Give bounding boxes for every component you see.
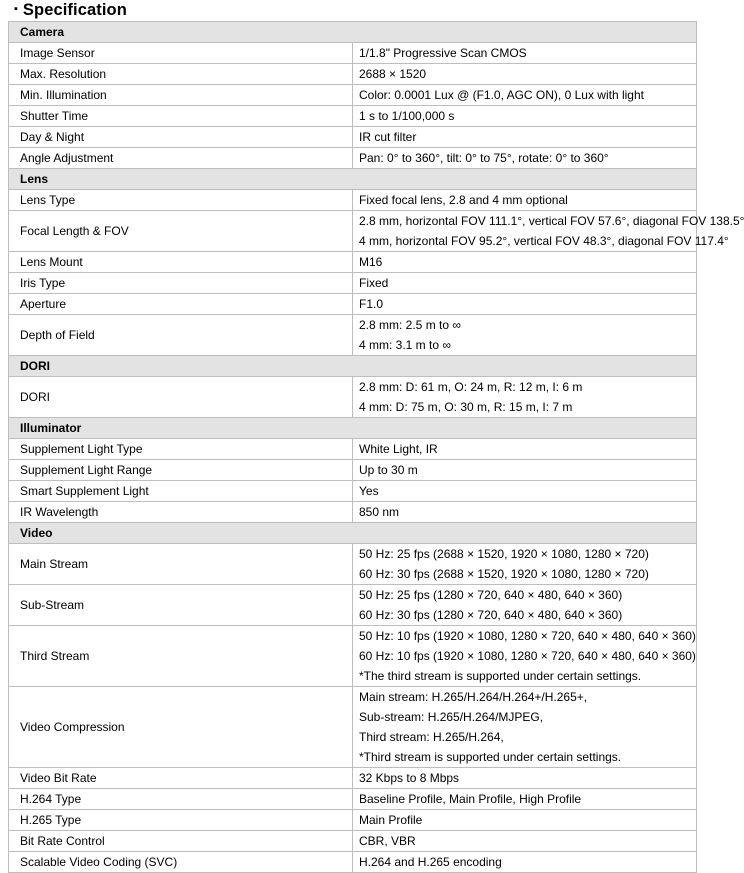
table-row [9,294,697,315]
spec-label: Third Stream [9,626,353,687]
table-row [9,43,697,64]
section-title: Camera [9,22,697,43]
heading-bullet: ▪ [14,3,18,15]
spec-value [353,43,697,64]
spec-value-line: 50 Hz: 25 fps (1280 × 720, 640 × 480, 640 × 360) [359,588,623,602]
table-row [9,106,697,127]
table-row [9,315,697,356]
spec-value-line: 2.8 mm: D: 61 m, O: 24 m, R: 12 m, I: 6 m [359,380,583,394]
spec-label: Lens Mount [9,252,353,273]
spec-value-line: Baseline Profile, Main Profile, High Profile [359,792,582,806]
spec-value [353,789,697,810]
spec-label: Day & Night [9,127,353,148]
spec-value [353,460,697,481]
spec-value-line: 50 Hz: 10 fps (1920 × 1080, 1280 × 720, 640 × 480, 640 × 360) [359,629,696,643]
spec-value [353,481,697,502]
section-title: Video [9,523,697,544]
spec-label: Video Compression [9,687,353,768]
table-row [9,687,697,768]
spec-value-line: 60 Hz: 30 fps (2688 × 1520, 1920 × 1080, 1280 × 720) [359,567,649,581]
spec-label: Smart Supplement Light [9,481,353,502]
spec-value-line: 32 Kbps to 8 Mbps [359,771,460,785]
spec-table-body [9,22,744,873]
spec-value-line: 50 Hz: 25 fps (2688 × 1520, 1920 × 1080, 1280 × 720) [359,547,649,561]
table-row [9,831,697,852]
spec-value-line: Third stream: H.265/H.264, [359,730,504,744]
spec-value-line: *The third stream is supported under certain settings. [359,669,642,683]
table-row [9,273,697,294]
table-row [9,852,697,873]
spec-value-line: 2.8 mm: 2.5 m to ∞ [359,318,461,332]
spec-label: Scalable Video Coding (SVC) [9,852,353,873]
spec-value [353,273,697,294]
table-row [9,460,697,481]
spec-value-line: 2688 × 1520 [359,67,427,81]
spec-value [353,439,697,460]
table-row [9,810,697,831]
spec-value-line: 60 Hz: 10 fps (1920 × 1080, 1280 × 720, 640 × 480, 640 × 360) [359,649,696,663]
spec-value [353,852,697,873]
table-row [9,377,697,418]
spec-value [353,252,697,273]
table-row [9,626,697,687]
spec-value [353,502,697,523]
table-row [9,148,697,169]
spec-label: DORI [9,377,353,418]
table-row [9,211,697,252]
spec-value-line: F1.0 [359,297,384,311]
spec-value [353,211,744,252]
table-row [9,85,697,106]
spec-label: Max. Resolution [9,64,353,85]
spec-value [353,315,697,356]
spec-value-line: 60 Hz: 30 fps (1280 × 720, 640 × 480, 640 × 360) [359,608,623,622]
spec-heading [0,0,697,21]
spec-label: H.265 Type [9,810,353,831]
table-row [9,768,697,789]
spec-value [353,127,697,148]
spec-value-line: CBR, VBR [359,834,416,848]
spec-value-line: Fixed [359,276,389,290]
spec-value [353,831,697,852]
spec-value-line: H.264 and H.265 encoding [359,855,502,869]
table-row [9,481,697,502]
spec-value [353,148,697,169]
spec-label: Image Sensor [9,43,353,64]
spec-label: Aperture [9,294,353,315]
spec-value [353,687,697,768]
spec-value [353,294,697,315]
spec-value [353,810,697,831]
table-row [9,544,697,585]
spec-value-line: Main stream: H.265/H.264/H.264+/H.265+, [359,690,588,704]
spec-label: Min. Illumination [9,85,353,106]
spec-value-line: Sub-stream: H.265/H.264/MJPEG, [359,710,544,724]
table-row [9,64,697,85]
spec-value-line: 4 mm, horizontal FOV 95.2°, vertical FOV 48.3°, diagonal FOV 117.4° [359,234,729,248]
spec-label: Iris Type [9,273,353,294]
spec-label: Video Bit Rate [9,768,353,789]
section-header-camera [9,22,697,43]
spec-label: Lens Type [9,190,353,211]
spec-label: IR Wavelength [9,502,353,523]
spec-value-line: 4 mm: D: 75 m, O: 30 m, R: 15 m, I: 7 m [359,400,573,414]
table-row [9,252,697,273]
spec-value [353,626,697,687]
spec-label: Shutter Time [9,106,353,127]
table-row [9,585,697,626]
section-title: DORI [9,356,697,377]
spec-value-line: IR cut filter [359,130,417,144]
spec-value [353,190,697,211]
spec-value [353,64,697,85]
table-row [9,190,697,211]
spec-value-line: Color: 0.0001 Lux @ (F1.0, AGC ON), 0 Lux with light [359,88,644,102]
table-row [9,127,697,148]
spec-value-line: Main Profile [359,813,423,827]
spec-value-line: 1 s to 1/100,000 s [359,109,455,123]
section-title: Illuminator [9,418,697,439]
spec-label: Bit Rate Control [9,831,353,852]
section-header-illuminator [9,418,697,439]
spec-value [353,544,697,585]
page-title: Specification [22,1,127,19]
spec-value [353,585,697,626]
section-header-dori [9,356,697,377]
section-title: Lens [9,169,697,190]
table-row [9,439,697,460]
spec-value [353,377,697,418]
spec-value [353,106,697,127]
spec-label: Supplement Light Type [9,439,353,460]
spec-label: H.264 Type [9,789,353,810]
spec-value [353,768,697,789]
spec-label: Focal Length & FOV [9,211,353,252]
spec-value [353,85,697,106]
spec-label: Angle Adjustment [9,148,353,169]
spec-label: Main Stream [9,544,353,585]
spec-value-line: *Third stream is supported under certain settings. [359,750,622,764]
spec-label: Supplement Light Range [9,460,353,481]
spec-value-line: Yes [359,484,379,498]
spec-label: Depth of Field [9,315,353,356]
spec-table [8,21,744,873]
table-row [9,789,697,810]
spec-value-line: 1/1.8" Progressive Scan CMOS [359,46,527,60]
spec-value-line: 850 nm [359,505,400,519]
spec-value-line: Up to 30 m [359,463,418,477]
spec-value-line: Fixed focal lens, 2.8 and 4 mm optional [359,193,568,207]
spec-value-line: Pan: 0° to 360°, tilt: 0° to 75°, rotate: 0° to 360° [359,151,609,165]
spec-value-line: 4 mm: 3.1 m to ∞ [359,338,451,352]
spec-value-line: M16 [359,255,383,269]
spec-value-line: White Light, IR [359,442,438,456]
table-row [9,502,697,523]
section-header-lens [9,169,697,190]
spec-label: Sub-Stream [9,585,353,626]
spec-value-line: 2.8 mm, horizontal FOV 111.1°, vertical FOV 57.6°, diagonal FOV 138.5° [359,214,744,228]
section-header-video [9,523,697,544]
